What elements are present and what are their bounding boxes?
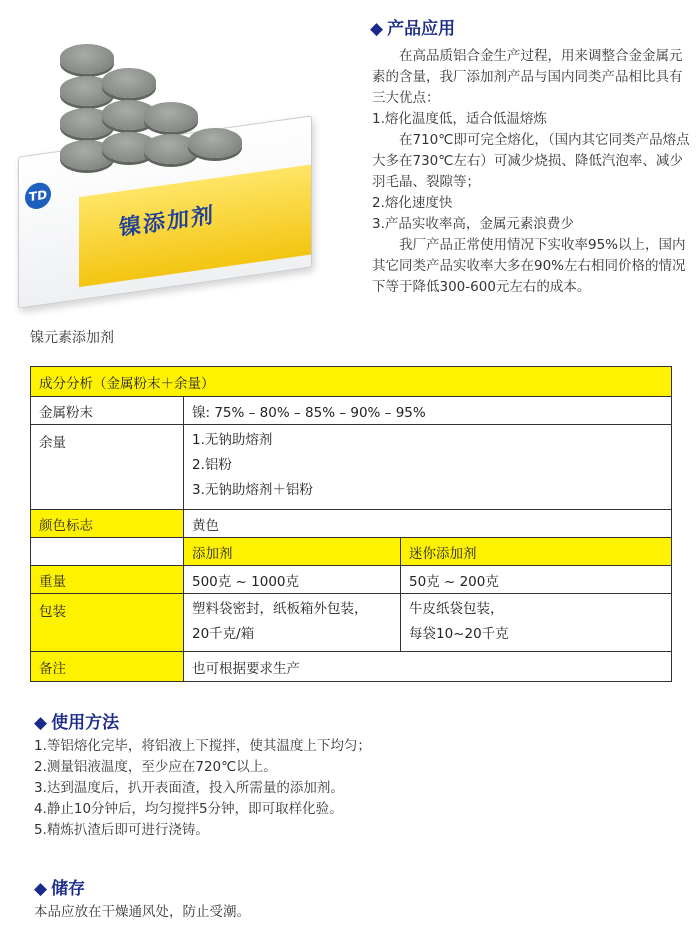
pack-mini-additive xyxy=(401,594,672,652)
application-point-1: 1.熔化温度低，适合低温熔炼 xyxy=(372,111,547,127)
pack-label: 包装 xyxy=(31,594,184,652)
usage-steps xyxy=(34,736,674,841)
usage-step: 4.静止10分钟后，均匀搅拌5分钟，即可取样化验。 xyxy=(34,801,343,817)
pack-line: 牛皮纸袋包装， xyxy=(409,601,504,617)
table-header-row xyxy=(31,367,672,397)
product-name: 镍元素添加剂 xyxy=(30,330,114,346)
table-row xyxy=(31,594,672,652)
application-heading-text: 产品应用 xyxy=(387,19,456,39)
tablet xyxy=(102,68,156,98)
tablet xyxy=(144,102,198,132)
pack-line: 20千克/箱 xyxy=(192,626,255,642)
diamond-bullet-icon: ◆ xyxy=(34,713,48,733)
application-intro: 在高品质铝合金生产过程，用来调整合金金属元素的含量，我厂添加剂产品与国内同类产品相比具有三大优点： xyxy=(372,48,683,106)
metal-value: 镍: 75% – 80% – 85% – 90% – 95% xyxy=(184,397,672,425)
column-header-mini-additive: 迷你添加剂 xyxy=(401,538,672,566)
note-value: 也可根据要求生产 xyxy=(184,652,672,682)
pack-line: 塑料袋密封，纸板箱外包装， xyxy=(192,601,368,617)
storage-text: 本品应放在干燥通风处，防止受潮。 xyxy=(34,904,250,920)
table-subheader-row xyxy=(31,538,672,566)
column-header-additive: 添加剂 xyxy=(184,538,401,566)
rest-value: 3.无钠助熔剂＋铝粉 xyxy=(192,482,313,498)
weight-mini-additive: 50克 ~ 200克 xyxy=(401,566,672,594)
table-row xyxy=(31,510,672,538)
product-image xyxy=(8,18,320,290)
application-point-1-detail: 在710℃即可完全熔化，（国内其它同类产品熔点大多在730℃左右）可减少烧损、降低汽泡率、减少羽毛晶、裂隙等； xyxy=(372,132,690,190)
weight-label: 重量 xyxy=(31,566,184,594)
usage-heading-text: 使用方法 xyxy=(51,713,120,733)
tablet xyxy=(188,128,242,158)
table-row xyxy=(31,566,672,594)
tablet xyxy=(60,44,114,74)
pack-line: 每袋10~20千克 xyxy=(409,626,509,642)
empty-cell xyxy=(31,538,184,566)
spec-table xyxy=(30,366,672,682)
table-row xyxy=(31,397,672,425)
diamond-bullet-icon: ◆ xyxy=(34,879,48,899)
storage-heading-text: 储存 xyxy=(51,879,86,899)
storage-heading xyxy=(34,874,85,899)
rest-label: 余量 xyxy=(31,425,184,510)
table-row xyxy=(31,652,672,682)
application-point-2: 2.熔化速度快 xyxy=(372,195,453,211)
rest-value: 2.铝粉 xyxy=(192,457,232,473)
brand-logo: TD xyxy=(25,181,51,211)
application-point-3-detail: 我厂产品正常使用情况下实收率95%以上，国内其它同类产品实收率大多在90%左右相同价格的情况下等于降低300-600元左右的成本。 xyxy=(372,237,686,295)
diamond-bullet-icon: ◆ xyxy=(370,19,384,39)
application-text xyxy=(372,46,690,298)
table-header: 成分分析（金属粉末＋余量） xyxy=(31,367,672,397)
usage-step: 2.测量铝液温度，至少应在720℃以上。 xyxy=(34,759,277,775)
usage-heading xyxy=(34,708,119,733)
rest-values xyxy=(184,425,672,510)
pack-additive xyxy=(184,594,401,652)
application-point-3: 3.产品实收率高，金属元素浪费少 xyxy=(372,216,574,232)
box-title: 镍添加剂 xyxy=(119,202,216,242)
note-label: 备注 xyxy=(31,652,184,682)
rest-value: 1.无钠助熔剂 xyxy=(192,432,273,448)
weight-additive: 500克 ~ 1000克 xyxy=(184,566,401,594)
color-label: 颜色标志 xyxy=(31,510,184,538)
metal-label: 金属粉末 xyxy=(31,397,184,425)
usage-step: 3.达到温度后，扒开表面渣，投入所需量的添加剂。 xyxy=(34,780,344,796)
usage-step: 1.等铝熔化完毕，将铝液上下搅拌，使其温度上下均匀； xyxy=(34,738,371,754)
application-heading xyxy=(370,14,455,39)
table-row xyxy=(31,425,672,510)
color-value: 黄色 xyxy=(184,510,672,538)
usage-step: 5.精炼扒渣后即可进行浇铸。 xyxy=(34,822,209,838)
